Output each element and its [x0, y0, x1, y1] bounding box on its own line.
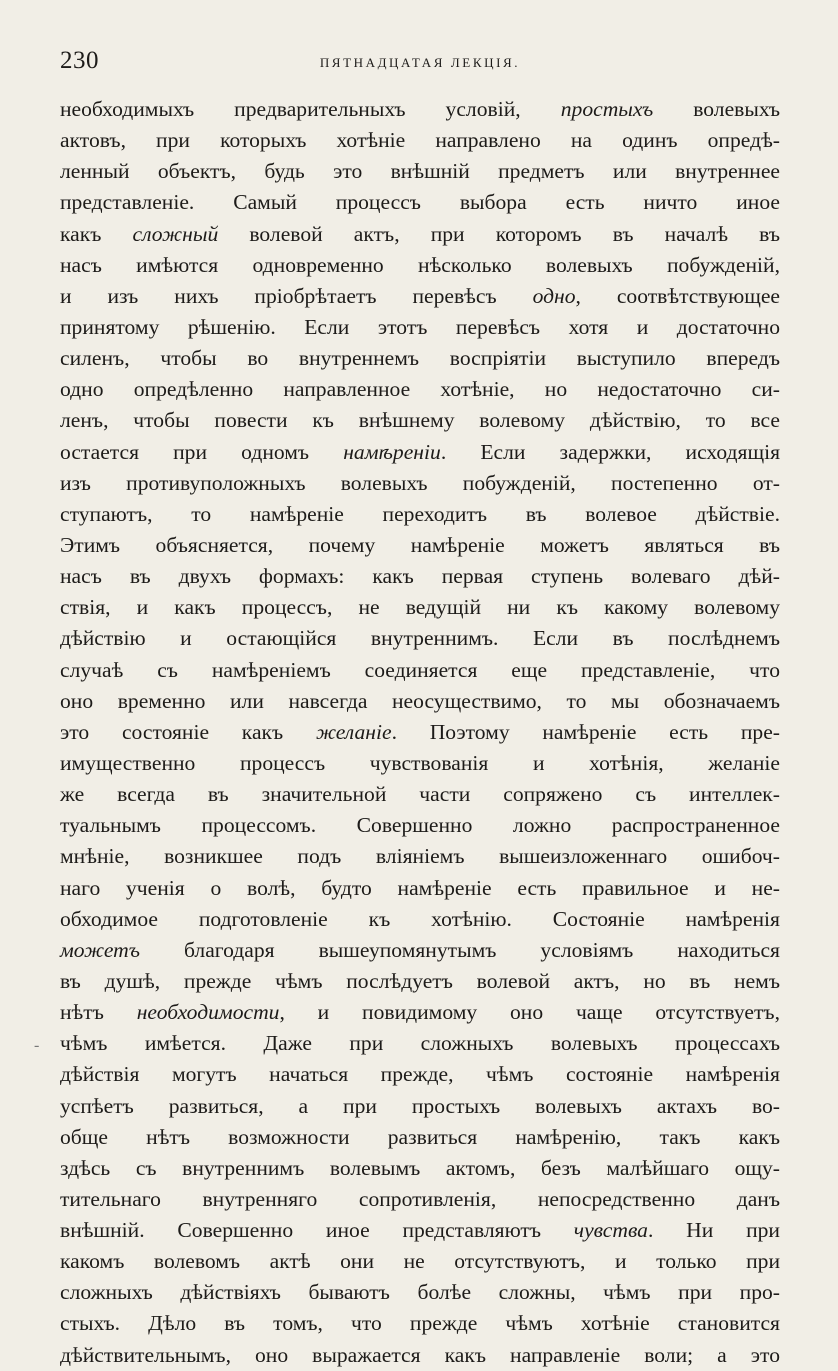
text-segment: принятому рѣшенію. Если этотъ перевѣсъ хотя и достаточно — [60, 314, 780, 339]
text-line — [60, 499, 780, 530]
text-segment: благодаря вышеупомянутымъ условіямъ находиться — [139, 937, 780, 962]
text-segment: . Ни при — [647, 1218, 780, 1243]
text-line — [60, 1028, 780, 1059]
text-line — [60, 1122, 780, 1153]
text-segment: успѣетъ развиться, а при простыхъ волевыхъ актахъ во- — [60, 1093, 780, 1118]
text-segment: чѣмъ имѣется. Даже при сложныхъ волевыхъ процессахъ — [60, 1031, 780, 1056]
italic-term: одно — [532, 283, 576, 308]
text-segment: это состояніе какъ — [60, 719, 316, 744]
text-line — [60, 1277, 780, 1308]
text-segment: одно опредѣленно направленное хотѣніе, но недостаточно си- — [60, 377, 780, 402]
text-line — [60, 717, 780, 748]
body-text — [60, 94, 780, 1371]
italic-term: необходимости — [136, 1000, 280, 1025]
text-line — [60, 873, 780, 904]
text-segment: же всегда въ значительной части сопряжено съ интеллек- — [60, 782, 780, 807]
italic-term: простыхъ — [560, 97, 654, 121]
text-segment: ленъ, чтобы повести къ внѣшнему волевому дѣйствію, то все — [60, 408, 780, 433]
text-line — [60, 935, 780, 966]
text-segment: здѣсь съ внутреннимъ волевымъ актомъ, безъ малѣйшаго ощу- — [60, 1155, 780, 1180]
text-line — [60, 904, 780, 935]
text-segment: обходимое подготовленіе къ хотѣнію. Состояніе намѣренія — [60, 906, 780, 931]
italic-term: желаніе — [315, 719, 392, 744]
text-line — [60, 592, 780, 623]
text-segment: , и повидимому оно чаще отсутствуетъ, — [279, 1000, 780, 1025]
text-segment: тительнаго внутренняго сопротивленія, непосредственно данъ — [60, 1186, 780, 1211]
text-segment: . Если задержки, исходящія — [440, 439, 781, 464]
text-segment: волевой актъ, при которомъ въ началѣ въ — [218, 221, 780, 246]
text-line — [60, 405, 780, 436]
text-segment: въ душѣ, прежде чѣмъ послѣдуетъ волевой актъ, но въ немъ — [60, 968, 780, 993]
text-line — [60, 468, 780, 499]
text-line — [60, 779, 780, 810]
text-segment: . Поэтому намѣреніе есть пре- — [391, 719, 780, 744]
text-line — [60, 343, 780, 374]
text-line — [60, 187, 780, 218]
text-line — [60, 1059, 780, 1090]
margin-mark: - — [34, 1037, 40, 1054]
text-segment: изъ противуположныхъ волевыхъ побужденій, постепенно от- — [60, 470, 780, 495]
text-segment: насъ имѣются одновременно нѣсколько волевыхъ побужденій, — [60, 252, 780, 277]
italic-term: можетъ — [60, 937, 140, 962]
text-segment: обще нѣтъ возможности развиться намѣренію, такъ какъ — [60, 1124, 780, 1149]
text-line — [60, 623, 780, 654]
text-line — [60, 1246, 780, 1277]
text-segment: оно временно или навсегда неосуществимо, то мы обозначаемъ — [60, 688, 780, 713]
text-line — [60, 1215, 780, 1246]
text-line — [60, 1308, 780, 1339]
text-segment: стыхъ. Дѣло въ томъ, что прежде чѣмъ хотѣніе становится — [60, 1311, 780, 1336]
text-line — [60, 997, 780, 1028]
text-segment: и изъ нихъ пріобрѣтаетъ перевѣсъ — [60, 283, 533, 308]
text-segment: необходимыхъ предварительныхъ условій, — [60, 97, 561, 121]
text-segment: дѣйствительнымъ, оно выражается какъ направленіе воли; а это — [60, 1342, 780, 1367]
text-line — [60, 250, 780, 281]
text-line — [60, 125, 780, 156]
running-title: ПЯТНАДЦАТАЯ ЛЕКЦІЯ. — [319, 55, 521, 70]
text-line — [60, 810, 780, 841]
italic-term: сложный — [132, 221, 219, 246]
text-line — [60, 966, 780, 997]
text-line — [60, 530, 780, 561]
text-segment: ленный объектъ, будь это внѣшній предметъ или внутреннее — [60, 159, 780, 184]
page-header — [60, 47, 780, 81]
text-line — [60, 94, 780, 125]
text-line — [60, 312, 780, 343]
text-segment: представленіе. Самый процессъ выбора есть ничто иное — [60, 190, 780, 215]
text-segment: внѣшній. Совершенно иное представляютъ — [60, 1218, 574, 1243]
text-line — [60, 437, 780, 468]
text-segment: Этимъ объясняется, почему намѣреніе можетъ являться въ — [60, 532, 780, 557]
text-segment: дѣйствія могутъ начаться прежде, чѣмъ состояніе намѣренія — [60, 1062, 780, 1087]
text-line — [60, 686, 780, 717]
text-segment: какъ — [60, 221, 133, 246]
text-segment: волевыхъ — [653, 97, 780, 121]
text-segment: силенъ, чтобы во внутреннемъ воспріятіи выступило впередъ — [60, 346, 780, 371]
text-segment: нѣтъ — [60, 1000, 137, 1025]
italic-term: намѣреніи — [343, 439, 441, 464]
text-line — [60, 561, 780, 592]
text-segment: , соотвѣтствующее — [575, 283, 780, 308]
text-line — [60, 156, 780, 187]
text-segment: мнѣніе, возникшее подъ вліяніемъ вышеизложеннаго ошибоч- — [60, 844, 780, 869]
text-segment: случаѣ съ намѣреніемъ соединяется еще представленіе, что — [60, 657, 780, 682]
text-line — [60, 841, 780, 872]
text-segment: ствія, и какъ процессъ, не ведущій ни къ какому волевому — [60, 595, 780, 620]
text-segment: имущественно процессъ чувствованія и хотѣнія, желаніе — [60, 750, 780, 775]
text-line — [60, 281, 780, 312]
text-segment: насъ въ двухъ формахъ: какъ первая ступень волеваго дѣй- — [60, 564, 780, 589]
text-line — [60, 655, 780, 686]
text-line — [60, 1340, 780, 1371]
italic-term: чувства — [573, 1218, 648, 1243]
text-line — [60, 219, 780, 250]
text-segment: ступаютъ, то намѣреніе переходитъ въ волевое дѣйствіе. — [60, 501, 780, 526]
text-line — [60, 374, 780, 405]
text-segment: туальнымъ процессомъ. Совершенно ложно распространенное — [60, 813, 780, 838]
text-segment: сложныхъ дѣйствіяхъ бываютъ болѣе сложны, чѣмъ при про- — [60, 1280, 780, 1305]
text-segment: наго ученія о волѣ, будто намѣреніе есть правильное и не- — [60, 875, 780, 900]
text-line — [60, 1184, 780, 1215]
text-segment: какомъ волевомъ актѣ они не отсутствуютъ, и только при — [60, 1249, 780, 1274]
text-segment: актовъ, при которыхъ хотѣніе направлено на одинъ опредѣ- — [60, 128, 780, 153]
text-line — [60, 1091, 780, 1122]
text-segment: дѣйствію и остающійся внутреннимъ. Если въ послѣднемъ — [60, 626, 780, 651]
text-line — [60, 748, 780, 779]
text-line — [60, 1153, 780, 1184]
text-segment: остается при одномъ — [60, 439, 344, 464]
page-number: 230 — [60, 47, 99, 74]
